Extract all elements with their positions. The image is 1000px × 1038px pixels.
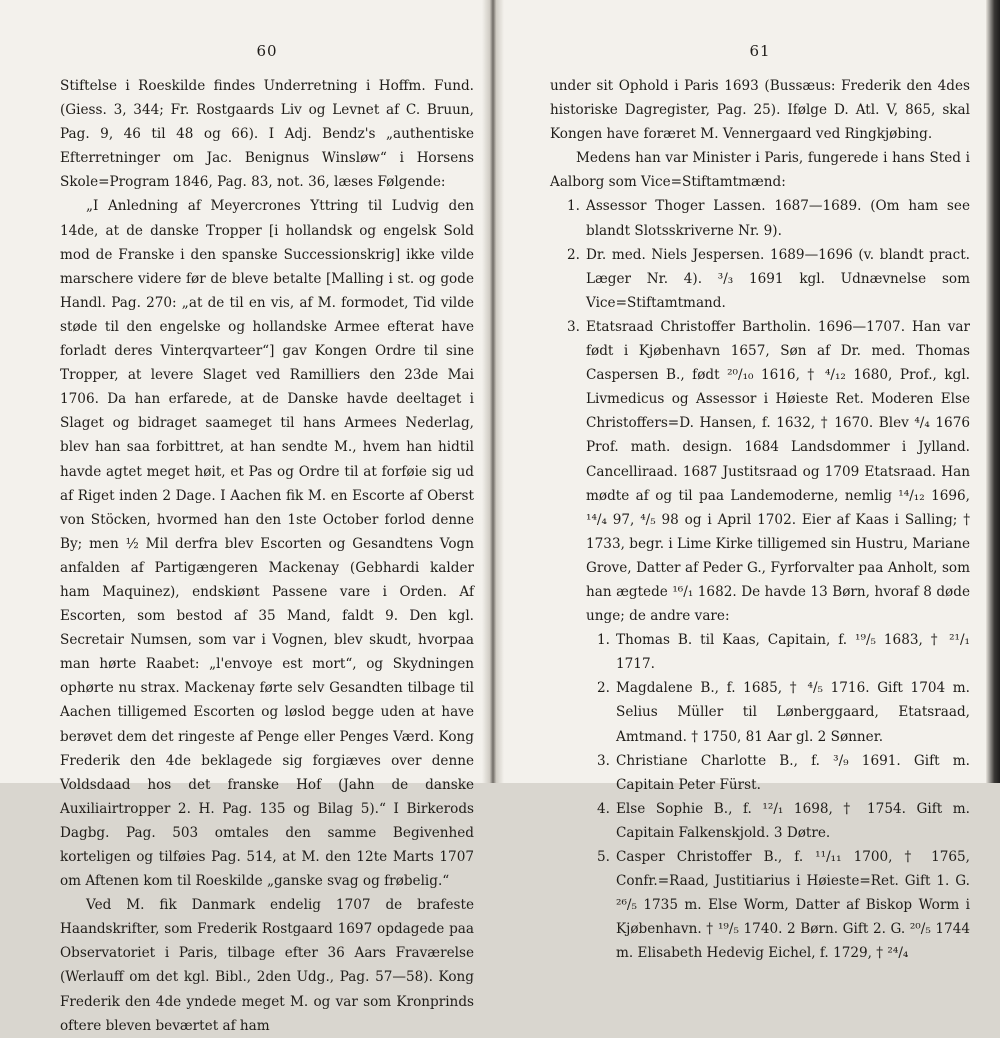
list-number: 4. [597, 800, 610, 817]
list-number: 1. [567, 198, 580, 215]
list-item [550, 194, 970, 242]
list-number: 3. [597, 752, 610, 769]
list-item-text: Else Sophie B., f. ¹²/₁ 1698, † 1754. Gift m. Capitain Falkenskjold. 3 Døtre. [616, 800, 970, 841]
vice-stiftamtmand-list [550, 194, 970, 628]
left-page-text [60, 74, 474, 1038]
paragraph: Stiftelse i Roeskilde findes Underretning i Hoffm. Fund. (Giess. 3, 344; Fr. Rostgaards Liv og Levnet af C. Bruun, Pag. 9, 46 til 48 og 66). I Adj. Bendz's „authentiske Efterretninger om Jac. Benignus Winsløw“ i Horsens Skole=Program 1846, Pag. 83, not. 36, læses Følgende: [60, 78, 474, 191]
list-item [586, 845, 970, 965]
list-item-text: Christiane Charlotte B., f. ³/₉ 1691. Gift m. Capitain Peter Fürst. [616, 752, 970, 793]
list-item-text: Thomas B. til Kaas, Capitain, f. ¹⁹/₅ 1683, † ²¹/₁ 1717. [616, 632, 970, 673]
list-number: 2. [567, 246, 580, 263]
list-item [550, 315, 970, 628]
paragraph: under sit Ophold i Paris 1693 (Bussæus: Frederik den 4des historiske Dagregister, Pag. 25). Ifølge D. Atl. V, 865, skal Kongen have foræret M. Vennergaard ved Ringkjøbing. [550, 78, 970, 143]
list-number: 1. [597, 632, 610, 649]
book-gutter [482, 0, 504, 783]
list-item [586, 797, 970, 845]
page-edge [986, 0, 1000, 783]
paragraph: Medens han var Minister i Paris, fungerede i hans Sted i Aalborg som Vice=Stiftamtmænd: [550, 150, 970, 191]
list-item-text: Etatsraad Christoffer Bartholin. 1696—1707. Han var født i Kjøbenhavn 1657, Søn af Dr. med. Thomas Caspersen B., født ²⁰/₁₀ 1616, † ⁴/₁₂ 1680, Prof., kgl. Livmedicus og Assessor i Høieste Ret. Moderen Else Christoffers=D. Hansen, f. 1632, † 1670. Blev ⁴/₄ 1676 Prof. math. design. 1684 Landsdommer i Jylland. Cancelliraad. 1687 Justitsraad og 1709 Etatsraad. Han mødte af og til paa Landemoderne, nemlig ¹⁴/₁₂ 1696, ¹⁴/₄ 97, ⁴/₅ 98 og i April 1702. Eier af Kaas i Salling; † 1733, begr. i Lime Kirke tilligemed sin Hustru, Mariane Grove, Datter af Peder G., Fyrforvalter paa Anholt, som han ægtede ¹⁶/₁ 1682. De havde 13 Børn, hvoraf 8 døde unge; de andre vare: [586, 318, 970, 625]
list-item [586, 628, 970, 676]
right-page [492, 0, 992, 962]
list-number: 2. [597, 680, 610, 697]
list-number: 3. [567, 318, 580, 335]
list-item-text: Magdalene B., f. 1685, † ⁴/₅ 1716. Gift 1704 m. Selius Müller til Lønberggaard, Etatsraad, Amtmand. † 1750, 81 Aar gl. 2 Sønner. [616, 680, 970, 745]
left-page [0, 0, 492, 1034]
list-number: 5. [597, 849, 610, 865]
page-number-left: 60 [256, 42, 278, 60]
children-list [550, 628, 970, 965]
right-page-text [550, 74, 970, 965]
paragraph: Ved M. fik Danmark endelig 1707 de brafeste Haandskrifter, som Frederik Rostgaard 1697 opdagede paa Observatoriet i Paris, tilbage efter 36 Aars Fraværelse (Werlauff om det kgl. Bibl., 2den Udg., Pag. 57—58). Kong Frederik den 4de yndede meget M. og var som Kronprinds oftere bleven beværtet af ham [60, 897, 474, 1034]
list-item [586, 749, 970, 797]
list-item-text: Dr. med. Niels Jespersen. 1689—1696 (v. blandt pract. Læger Nr. 4). ³/₃ 1691 kgl. Udnævnelse som Vice=Stiftamtmand. [586, 246, 970, 311]
page-number-right: 61 [749, 42, 771, 60]
list-item [586, 676, 970, 748]
list-item-text: Casper Christoffer B., f. ¹¹/₁₁ 1700, † 1765, Confr.=Raad, Justitiarius i Høieste=Ret. Gift 1. G. ²⁶/₅ 1735 m. Else Worm, Datter af Biskop Worm i Kjøbenhavn. † ¹⁹/₅ 1740. 2 Børn. Gift 2. G. ²⁰/₅ 1744 m. Elisabeth Hedevig Eichel, f. 1729, † ²⁴/₄ [616, 849, 970, 962]
list-item-text: Assessor Thoger Lassen. 1687—1689. (Om ham see blandt Slotsskriverne Nr. 9). [586, 198, 970, 239]
paragraph: „I Anledning af Meyercrones Yttring til Ludvig den 14de, at de danske Tropper [i hollandsk og engelsk Sold mod de Franske i den spanske Successionskrig] ikke vilde marschere videre før de bleve betalte [Malling i st. og gode Handl. Pag. 270: „at de til en vis, af M. formodet, Tid vilde støde til den engelske og hollandske Armee efterat have forladt deres Vinterqvarteer“] gav Kongen Ordre til sine Tropper, at levere Slaget ved Ramilliers den 23de Mai 1706. Da han erfarede, at de Danske havde deeltaget i Slaget og bidraget saameget til hans Armees Nederlag, blev han saa forbittret, at han sendte M., hvem han hidtil havde agtet meget høit, et Pas og Ordre til at forføie sig ud af Riget inden 2 Dage. I Aachen fik M. en Escorte af Oberst von Stöcken, hvormed han den 1ste October forlod denne By; men ½ Mil derfra blev Escorten og Gesandtens Vogn anfalden af Partigængeren Mackenay (Gebhardi kalder ham Maquinez), endskiønt Passene vare i Orden. Af Escorten, som bestod af 35 Mand, faldt 9. Den kgl. Secretair Numsen, som var i Vognen, blev skudt, hvorpaa man hørte Raabet: „l'envoye est mort“, og Skydningen ophørte nu strax. Mackenay førte selv Gesandten tilbage til Aachen tilligemed Escorten og løslod begge uden at have berøvet dem det ringeste af Penge eller Penges Værd. Kong Frederik den 4de beklagede sig forgiæves over denne Voldsdaad hos det franske Hof (Jahn de danske Auxiliairtropper 2. H. Pag. 135 og Bilag 5).“ I Birkerods Dagbg. Pag. 503 omtales den samme Begivenhed korteligen og tilføies Pag. 514, at M. den 12te Marts 1707 om Aftenen kom til Roeskilde „ganske svag og frøbelig.“ [60, 198, 474, 890]
list-item [550, 243, 970, 315]
